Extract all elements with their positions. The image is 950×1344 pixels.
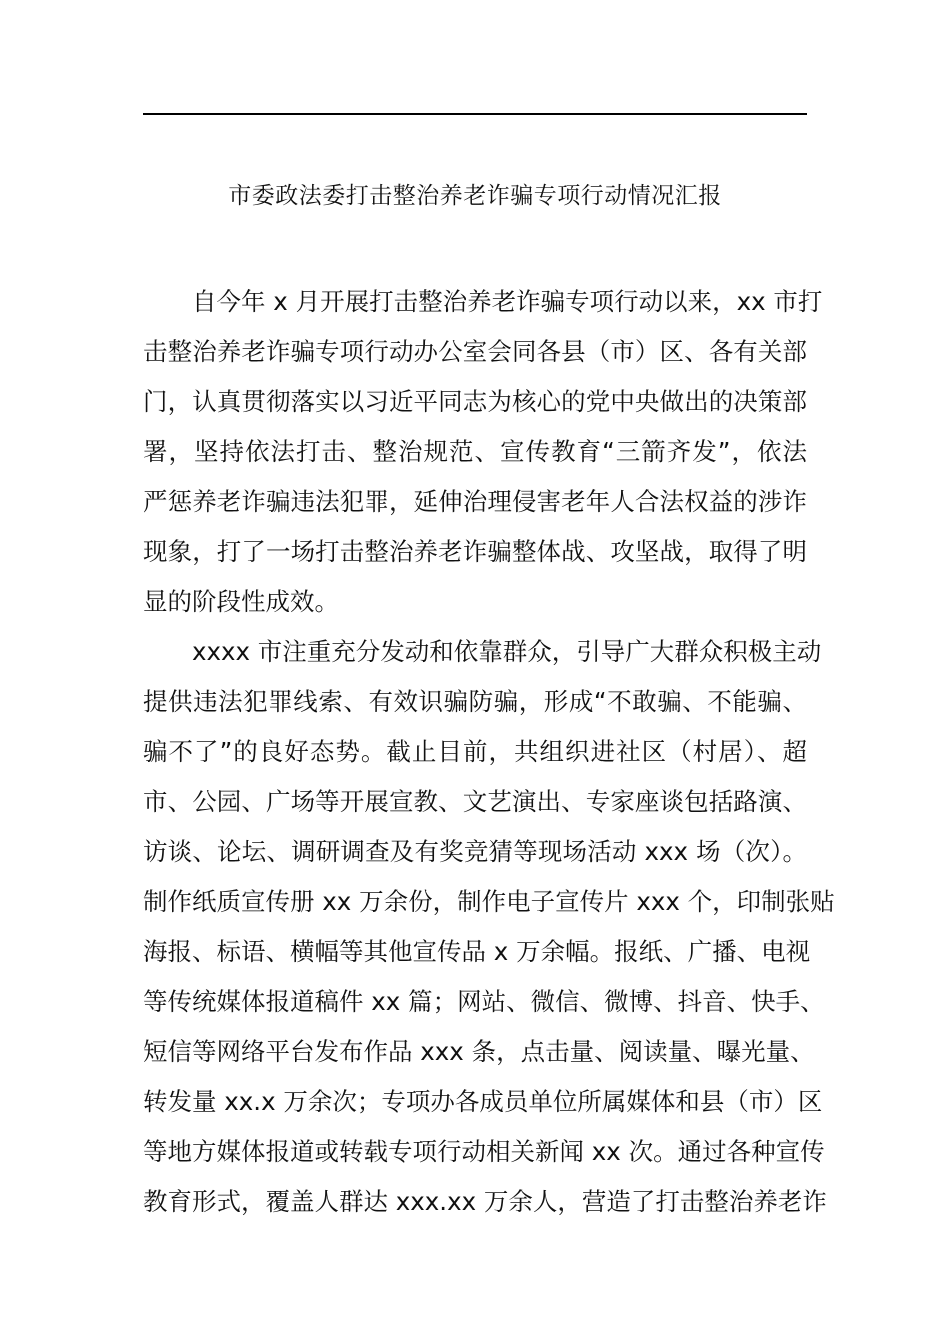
text-line: 教育形式，覆盖人群达 xxx.xx 万余人，营造了打击整治养老诈 [143, 1187, 827, 1216]
text-line: 转发量 xx.x 万余次；专项办各成员单位所属媒体和县（市）区 [143, 1087, 823, 1116]
text-line: 提供违法犯罪线索、有效识骗防骗，形成“不敢骗、不能骗、 [143, 687, 807, 716]
text-line: 制作纸质宣传册 xx 万余份，制作电子宣传片 xxx 个，印制张贴 [143, 887, 835, 916]
text-line: 署，坚持依法打击、整治规范、宣传教育“三箭齐发”，依法 [143, 437, 807, 466]
text-line: 门，认真贯彻落实以习近平同志为核心的党中央做出的决策部 [143, 387, 807, 416]
text-line: 自今年 x 月开展打击整治养老诈骗专项行动以来，xx 市打 [192, 287, 823, 316]
paragraph-2 [143, 627, 835, 1227]
document-body [143, 277, 835, 1227]
text-line: 海报、标语、横幅等其他宣传品 x 万余幅。报纸、广播、电视 [143, 937, 811, 966]
text-line: 等传统媒体报道稿件 xx 篇；网站、微信、微博、抖音、快手、 [143, 987, 825, 1016]
text-line: 严惩养老诈骗违法犯罪，延伸治理侵害老年人合法权益的涉诈 [143, 487, 807, 516]
text-line: 击整治养老诈骗专项行动办公室会同各县（市）区、各有关部 [143, 337, 807, 366]
header-rule [143, 113, 807, 115]
document-title: 市委政法委打击整治养老诈骗专项行动情况汇报 [228, 183, 722, 209]
text-line: 市、公园、广场等开展宣教、文艺演出、专家座谈包括路演、 [143, 787, 807, 816]
text-line: 显的阶段性成效。 [143, 587, 339, 616]
text-line: 现象，打了一场打击整治养老诈骗整体战、攻坚战，取得了明 [143, 537, 807, 566]
paragraph-1 [143, 277, 823, 627]
text-line: 访谈、论坛、调研调查及有奖竞猜等现场活动 xxx 场（次）。 [143, 837, 807, 866]
text-line: 骗不了”的良好态势。截止目前，共组织进社区（村居）、超 [143, 737, 807, 766]
text-line: 等地方媒体报道或转载专项行动相关新闻 xx 次。通过各种宣传 [143, 1137, 825, 1166]
text-line: 短信等网络平台发布作品 xxx 条，点击量、阅读量、曝光量、 [143, 1037, 815, 1066]
text-line: xxxx 市注重充分发动和依靠群众，引导广大群众积极主动 [192, 637, 822, 666]
